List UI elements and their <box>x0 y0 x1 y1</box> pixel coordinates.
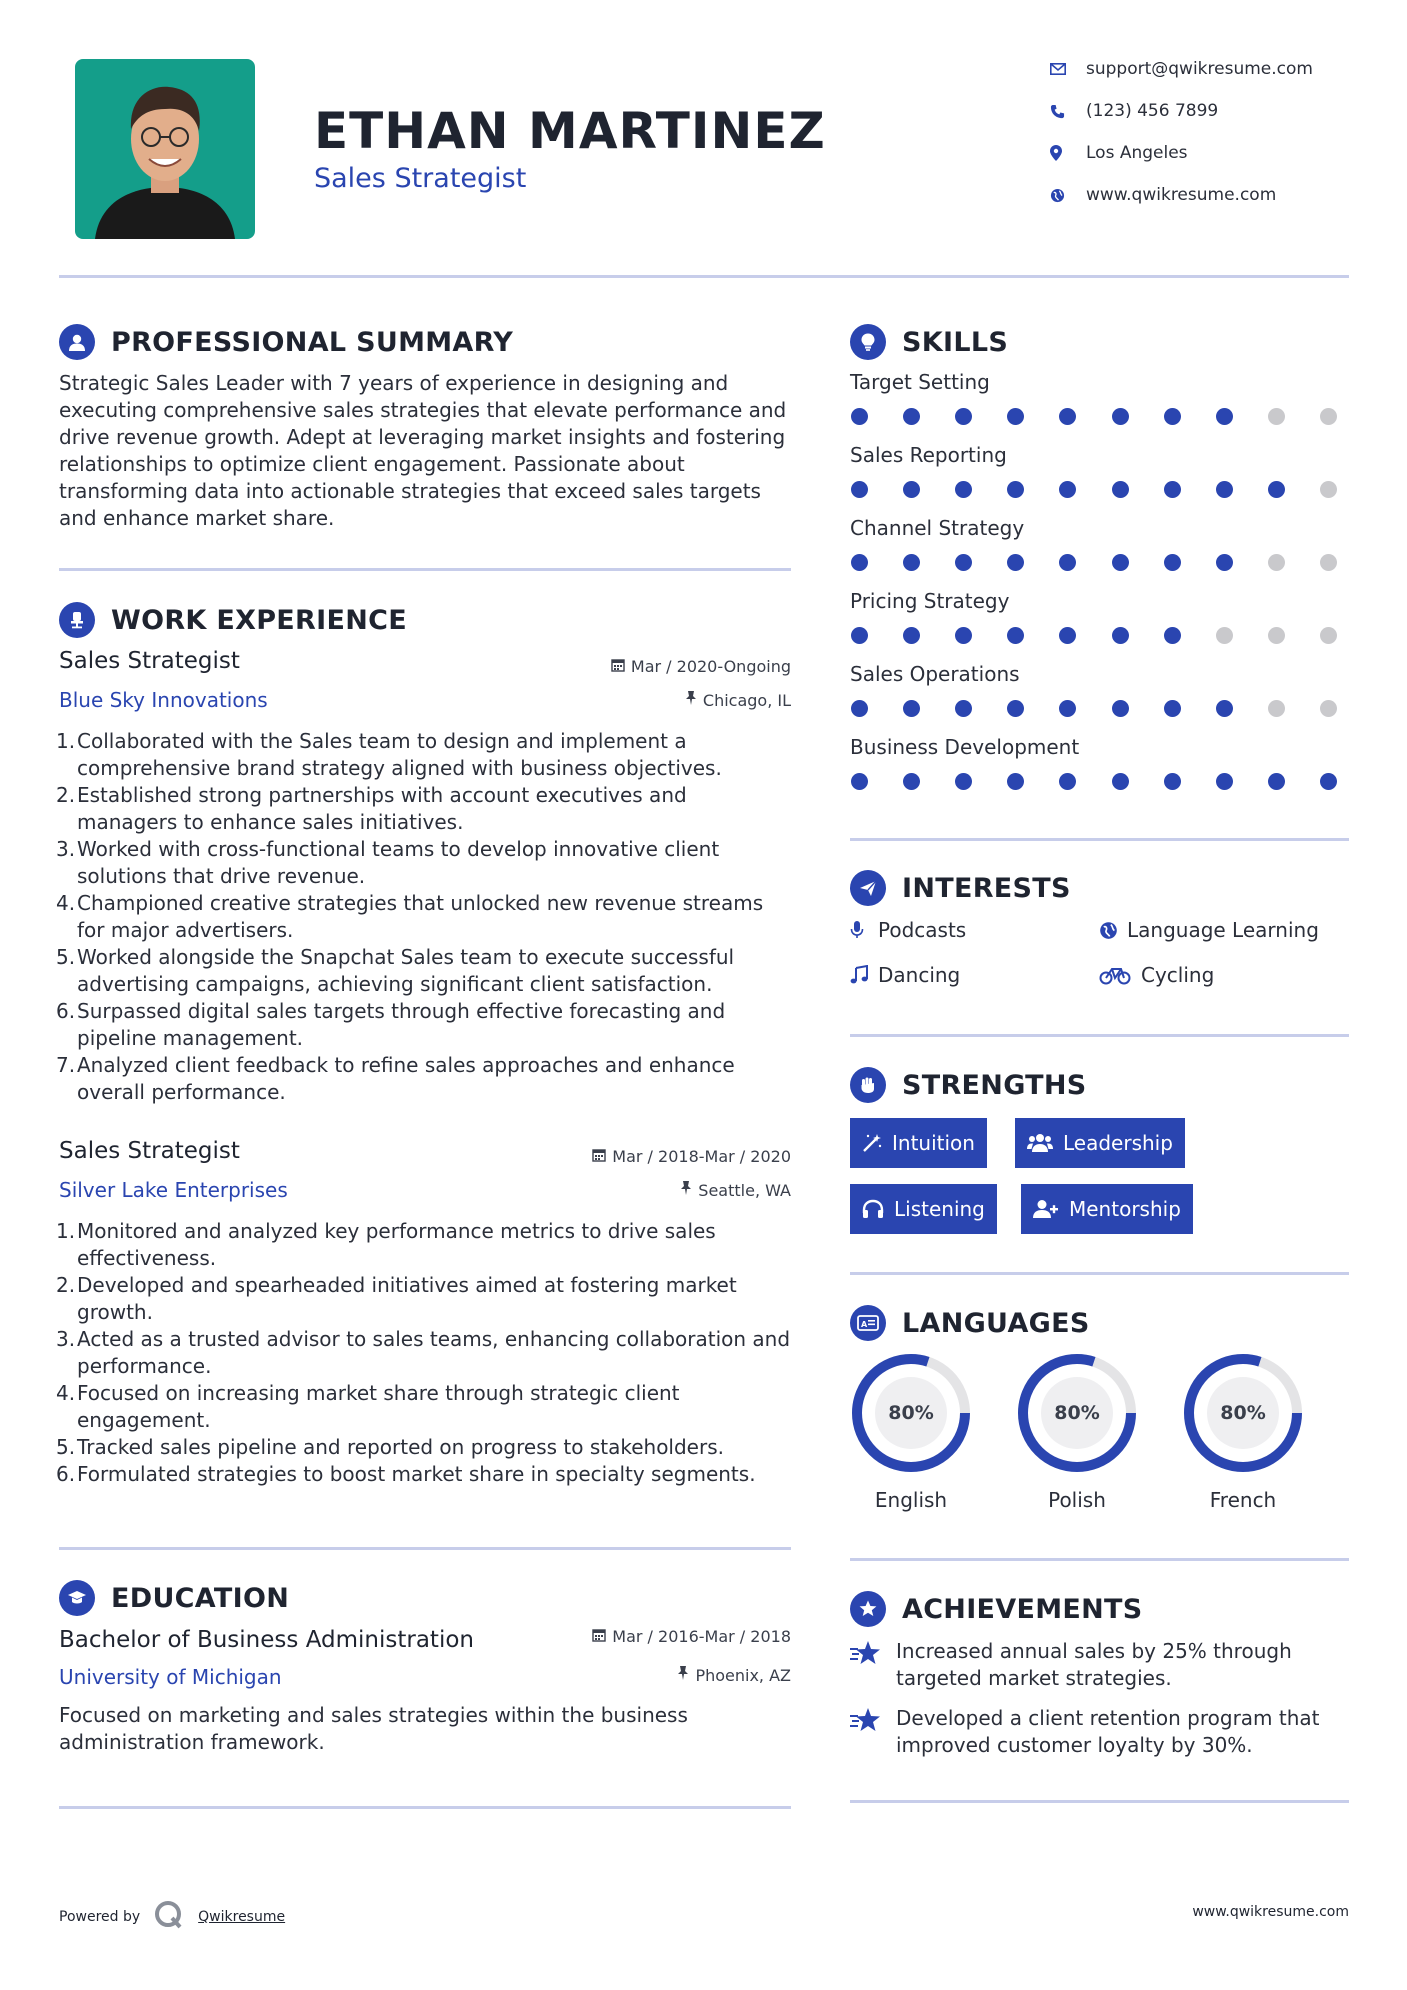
user-plus-icon <box>1033 1199 1059 1219</box>
language-item-polish <box>1016 1352 1138 1512</box>
strength-label: Leadership <box>1063 1131 1173 1155</box>
job-company: Silver Lake Enterprises <box>59 1178 288 1202</box>
rating-dot-filled <box>955 627 972 644</box>
rating-dot-filled <box>1216 481 1233 498</box>
raised-fist-icon <box>850 1067 886 1103</box>
bicycle-icon <box>1099 965 1141 985</box>
contact-phone-text: (123) 456 7899 <box>1086 101 1219 121</box>
language-card-icon <box>850 1305 886 1341</box>
rating-dot-empty <box>1320 481 1337 498</box>
rating-dot-filled <box>851 627 868 644</box>
skill-label: Channel Strategy <box>850 516 1025 540</box>
job-location <box>460 690 791 710</box>
rating-dot-filled <box>1007 773 1024 790</box>
list-item: 3. Acted as a trusted advisor to sales teams, enhancing collaboration and performance. <box>56 1327 791 1378</box>
rating-dot-filled <box>1007 408 1024 425</box>
headphones-icon <box>862 1199 884 1219</box>
svg-text:A: A <box>861 1320 868 1329</box>
rating-dot-filled <box>1059 554 1076 571</box>
summary-text: Strategic Sales Leader with 7 years of experience in designing and executing comprehensive sales strategies that elevate performance and drive revenue growth. Adept at leveraging market insights and fostering relationships to optimize client engagement. Passionate about transforming data into actionable strategies that exceed sales targets and enhance market share. <box>59 371 787 530</box>
education-dates-text: Mar / 2016-Mar / 2018 <box>612 1627 791 1646</box>
skill-label: Business Development <box>850 735 1080 759</box>
footer-powered-by <box>59 1900 285 1934</box>
job-location-text: Seattle, WA <box>698 1180 791 1200</box>
rating-dot-filled <box>1112 627 1129 644</box>
pushpin-icon <box>677 1665 689 1685</box>
language-ring <box>850 1352 972 1474</box>
rating-dot-empty <box>1320 627 1337 644</box>
language-name: French <box>1209 1488 1277 1512</box>
rating-dot-empty <box>1320 700 1337 717</box>
rating-dot-filled <box>1164 773 1181 790</box>
rating-dot-filled <box>1059 481 1076 498</box>
rating-dot-filled <box>903 408 920 425</box>
list-item: 4. Focused on increasing market share through strategic client engagement. <box>56 1381 680 1432</box>
contact-email[interactable] <box>1050 54 1370 84</box>
rating-dot-filled <box>955 408 972 425</box>
skill-rating <box>851 773 1337 791</box>
interests-title: INTERESTS <box>902 872 1071 904</box>
rating-dot-filled <box>1320 773 1337 790</box>
rating-dot-filled <box>851 408 868 425</box>
rating-dot-filled <box>1059 408 1076 425</box>
rating-dot-empty <box>1320 554 1337 571</box>
summary-divider <box>59 568 791 571</box>
rating-dot-filled <box>1007 554 1024 571</box>
list-item: 2. Developed and spearheaded initiatives aimed at fostering market growth. <box>56 1273 737 1324</box>
contact-email-text: support@qwikresume.com <box>1086 59 1313 79</box>
interest-label: Podcasts <box>878 918 967 942</box>
qwikresume-logo-icon <box>154 1900 184 1934</box>
skills-divider <box>850 838 1349 841</box>
rating-dot-filled <box>851 773 868 790</box>
interest-item-podcasts <box>850 918 966 942</box>
footer-brand-link[interactable]: Qwikresume <box>198 1909 286 1925</box>
language-name: English <box>874 1488 948 1512</box>
rating-dot-empty <box>1268 408 1285 425</box>
achievement-item <box>850 1705 1349 1759</box>
skill-rating <box>851 408 1337 426</box>
globe-icon <box>1099 921 1127 940</box>
strengths-divider <box>850 1272 1349 1275</box>
achievement-item <box>850 1638 1349 1692</box>
list-item: 5. Tracked sales pipeline and reported on progress to stakeholders. <box>56 1435 724 1459</box>
job-title: Sales Strategist <box>59 648 240 674</box>
contact-website-text: www.qwikresume.com <box>1086 185 1277 205</box>
envelope-icon <box>1050 63 1086 75</box>
skill-rating <box>851 481 1337 499</box>
education-location <box>460 1665 791 1685</box>
rating-dot-filled <box>851 700 868 717</box>
globe-icon <box>1050 188 1086 203</box>
star-badge-icon <box>850 1638 896 1692</box>
achievements-section-header <box>850 1589 1143 1629</box>
rating-dot-filled <box>903 554 920 571</box>
contact-website[interactable] <box>1050 180 1370 210</box>
rating-dot-filled <box>1007 481 1024 498</box>
list-item: 3. Worked with cross-functional teams to develop innovative client solutions that drive revenue. <box>56 837 720 888</box>
education-title: EDUCATION <box>111 1582 290 1614</box>
footer-url[interactable]: www.qwikresume.com <box>1192 1904 1349 1920</box>
languages-divider <box>850 1558 1349 1561</box>
lightbulb-icon <box>850 324 886 360</box>
profile-photo <box>75 59 255 239</box>
list-item: 7. Analyzed client feedback to refine sales approaches and enhance overall performance. <box>56 1053 735 1104</box>
job-responsibilities <box>56 728 791 1106</box>
education-school: University of Michigan <box>59 1665 282 1689</box>
achievement-text: Developed a client retention program that improved customer loyalty by 30%. <box>896 1706 1320 1757</box>
rating-dot-filled <box>1216 700 1233 717</box>
education-description: Focused on marketing and sales strategies within the business administration framework. <box>59 1703 688 1754</box>
education-location-text: Phoenix, AZ <box>695 1665 791 1685</box>
music-note-icon <box>850 965 878 985</box>
experience-section-header <box>59 600 407 640</box>
list-item: 6. Surpassed digital sales targets through effective forecasting and pipeline management. <box>56 999 726 1050</box>
star-badge-icon <box>850 1705 896 1759</box>
language-ring <box>1016 1352 1138 1474</box>
strengths-section-header <box>850 1065 1087 1105</box>
briefcase-chair-icon <box>59 602 95 638</box>
list-item: 1. Collaborated with the Sales team to design and implement a comprehensive brand strategy aligned with business objectives. <box>56 729 722 780</box>
rating-dot-filled <box>1164 408 1181 425</box>
rating-dot-filled <box>1216 408 1233 425</box>
phone-icon <box>1050 104 1086 119</box>
list-item: 5. Worked alongside the Snapchat Sales team to execute successful advertising campaigns, achieving significant client satisfaction. <box>56 945 735 996</box>
skill-label: Pricing Strategy <box>850 589 1010 613</box>
strength-tag-leadership <box>1015 1118 1185 1168</box>
skill-label: Sales Reporting <box>850 443 1007 467</box>
microphone-icon <box>850 920 878 940</box>
strengths-title: STRENGTHS <box>902 1069 1087 1101</box>
rating-dot-filled <box>1112 773 1129 790</box>
strength-label: Mentorship <box>1069 1197 1181 1221</box>
candidate-name: ETHAN MARTINEZ <box>314 102 826 160</box>
list-item: 2. Established strong partnerships with account executives and managers to enhance sales initiatives. <box>56 783 687 834</box>
rating-dot-filled <box>1112 481 1129 498</box>
paper-plane-icon <box>850 870 886 906</box>
rating-dot-filled <box>903 700 920 717</box>
calendar-icon <box>592 1627 606 1646</box>
summary-section-header <box>59 322 513 362</box>
education-divider <box>59 1806 791 1809</box>
rating-dot-empty <box>1216 627 1233 644</box>
list-item: 1. Monitored and analyzed key performance metrics to drive sales effectiveness. <box>56 1219 716 1270</box>
language-item-english <box>850 1352 972 1512</box>
rating-dot-filled <box>955 481 972 498</box>
rating-dot-filled <box>1216 773 1233 790</box>
job-dates <box>460 657 791 676</box>
education-dates <box>460 1627 791 1646</box>
strength-tag-intuition <box>850 1118 987 1168</box>
interest-label: Dancing <box>878 963 961 987</box>
language-name: Polish <box>1048 1488 1106 1512</box>
list-item: 4. Championed creative strategies that unlocked new revenue streams for major advertisers. <box>56 891 764 942</box>
achievements-title: ACHIEVEMENTS <box>902 1593 1143 1625</box>
rating-dot-filled <box>955 700 972 717</box>
rating-dot-filled <box>955 773 972 790</box>
education-section-header <box>59 1578 289 1618</box>
skills-section-header <box>850 322 1008 362</box>
strength-tag-mentorship <box>1021 1184 1193 1234</box>
experience-title: WORK EXPERIENCE <box>111 604 407 636</box>
rating-dot-filled <box>1164 481 1181 498</box>
rating-dot-empty <box>1268 627 1285 644</box>
skill-rating <box>851 700 1337 718</box>
rating-dot-filled <box>903 627 920 644</box>
rating-dot-filled <box>1268 481 1285 498</box>
interests-section-header <box>850 868 1071 908</box>
interest-item-cycling <box>1099 963 1214 987</box>
contact-location <box>1050 138 1370 168</box>
rating-dot-filled <box>1164 700 1181 717</box>
strength-label: Intuition <box>892 1131 975 1155</box>
job-dates-text: Mar / 2020-Ongoing <box>630 657 791 676</box>
rating-dot-filled <box>1112 700 1129 717</box>
map-marker-icon <box>1050 145 1086 161</box>
contact-phone[interactable] <box>1050 96 1370 126</box>
interests-divider <box>850 1034 1349 1037</box>
achievements-divider <box>850 1800 1349 1803</box>
rating-dot-filled <box>1059 773 1076 790</box>
rating-dot-filled <box>1164 554 1181 571</box>
graduation-icon <box>59 1580 95 1616</box>
languages-section-header <box>850 1303 1090 1343</box>
skill-rating <box>851 554 1337 572</box>
strength-label: Listening <box>894 1197 985 1221</box>
users-icon <box>1027 1133 1053 1153</box>
rating-dot-filled <box>1059 700 1076 717</box>
languages-title: LANGUAGES <box>902 1307 1090 1339</box>
pushpin-icon <box>685 690 697 710</box>
job-dates <box>460 1147 791 1166</box>
skills-title: SKILLS <box>902 326 1009 358</box>
contact-location-text: Los Angeles <box>1086 143 1188 163</box>
user-icon <box>59 324 95 360</box>
pushpin-icon <box>680 1180 692 1200</box>
rating-dot-empty <box>1268 700 1285 717</box>
job-title: Sales Strategist <box>59 1138 240 1164</box>
education-degree: Bachelor of Business Administration <box>59 1627 474 1653</box>
powered-by-text: Powered by <box>59 1909 141 1925</box>
rating-dot-filled <box>851 481 868 498</box>
calendar-icon <box>611 657 625 676</box>
rating-dot-filled <box>1268 773 1285 790</box>
skill-label: Target Setting <box>850 370 990 394</box>
job-location <box>460 1180 791 1200</box>
rating-dot-filled <box>1059 627 1076 644</box>
calendar-icon <box>592 1147 606 1166</box>
language-percent: 80% <box>888 1402 934 1424</box>
job-dates-text: Mar / 2018-Mar / 2020 <box>612 1147 791 1166</box>
experience-divider <box>59 1547 791 1550</box>
magic-wand-icon <box>862 1133 882 1153</box>
interest-label: Language Learning <box>1127 918 1319 942</box>
strength-tag-listening <box>850 1184 997 1234</box>
award-icon <box>850 1591 886 1627</box>
interest-item-dancing <box>850 963 960 987</box>
rating-dot-filled <box>1007 627 1024 644</box>
job-location-text: Chicago, IL <box>702 690 791 710</box>
job-responsibilities <box>56 1218 791 1488</box>
rating-dot-filled <box>851 554 868 571</box>
rating-dot-empty <box>1320 408 1337 425</box>
rating-dot-filled <box>1112 408 1129 425</box>
language-ring <box>1182 1352 1304 1474</box>
skill-rating <box>851 627 1337 645</box>
job-company: Blue Sky Innovations <box>59 688 268 712</box>
language-percent: 80% <box>1054 1402 1100 1424</box>
header-divider <box>59 275 1349 278</box>
rating-dot-filled <box>903 481 920 498</box>
skill-label: Sales Operations <box>850 662 1020 686</box>
candidate-role: Sales Strategist <box>314 163 527 194</box>
rating-dot-filled <box>1112 554 1129 571</box>
list-item: 6. Formulated strategies to boost market share in specialty segments. <box>56 1462 756 1486</box>
rating-dot-filled <box>955 554 972 571</box>
achievement-text: Increased annual sales by 25% through targeted market strategies. <box>896 1639 1292 1690</box>
rating-dot-filled <box>903 773 920 790</box>
interest-item-language-learning <box>1099 918 1319 942</box>
summary-title: PROFESSIONAL SUMMARY <box>111 326 514 358</box>
rating-dot-filled <box>1164 627 1181 644</box>
language-percent: 80% <box>1220 1402 1266 1424</box>
interest-label: Cycling <box>1141 963 1215 987</box>
rating-dot-filled <box>1007 700 1024 717</box>
rating-dot-empty <box>1268 554 1285 571</box>
rating-dot-filled <box>1216 554 1233 571</box>
language-item-french <box>1182 1352 1304 1512</box>
